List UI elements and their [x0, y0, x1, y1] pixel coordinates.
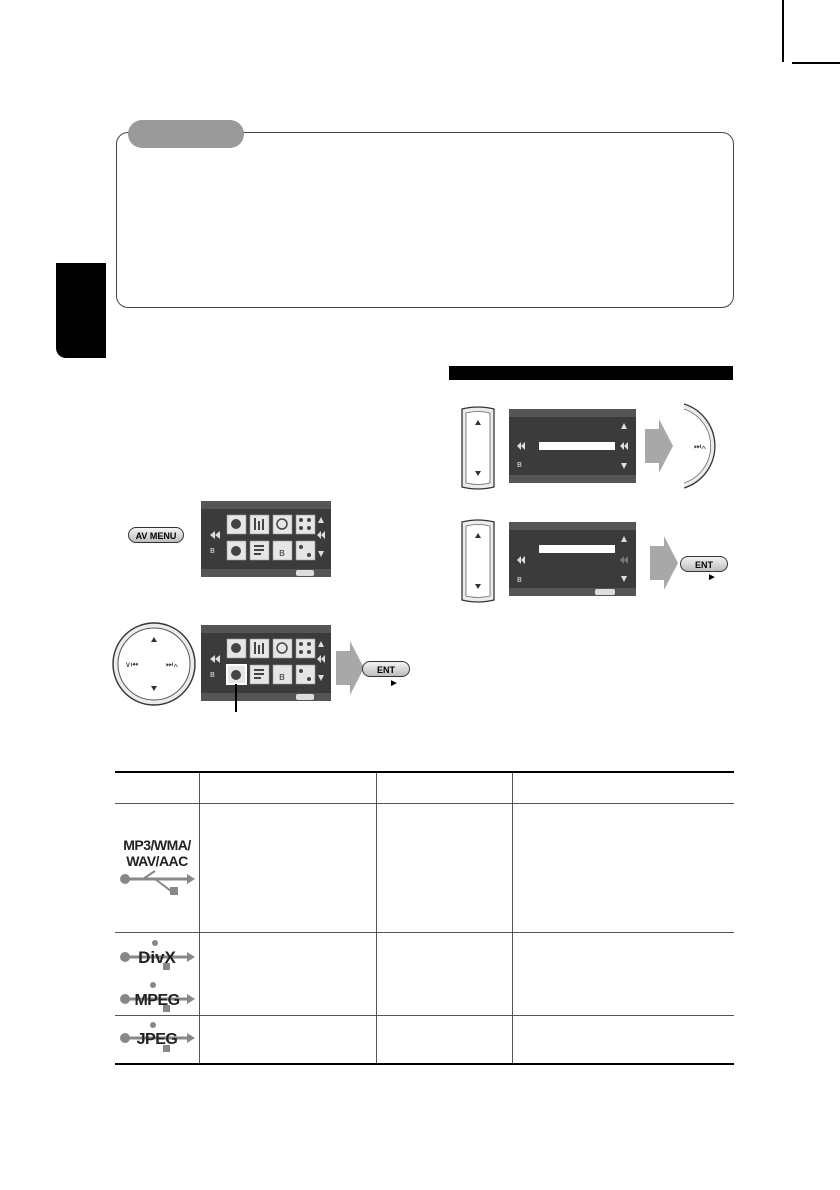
dial-right-label: ⏭∧: [166, 660, 179, 669]
audio-cell-3: [376, 804, 512, 933]
image-cell-4: [512, 1016, 734, 1064]
header-cell-3: [376, 772, 512, 804]
next-dial-label: ⏭∧: [694, 442, 707, 451]
list-screen-2: [509, 522, 636, 596]
side-language-tab: [56, 263, 106, 358]
table-row-audio: [115, 804, 734, 933]
video-cell-2: [200, 933, 377, 1016]
audio-icon-cell: [115, 804, 200, 933]
scroll-knob-2[interactable]: [458, 518, 498, 604]
mp3-label-line2: WAV/AAC: [126, 852, 188, 869]
table-row-image: [115, 1016, 734, 1064]
table-row-video: [115, 933, 734, 1016]
table-header-row: [115, 772, 734, 804]
arrow-right-2: [645, 419, 673, 473]
svg-text:ʙ: ʙ: [279, 547, 285, 559]
mpeg-label: MPEG: [134, 992, 180, 1009]
image-icon-cell: [115, 1016, 200, 1064]
menu-screen-1: [201, 501, 331, 577]
svg-text:ʙ: ʙ: [210, 669, 215, 679]
audio-cell-4: [512, 804, 734, 933]
crop-mark-top-horizontal: [792, 62, 840, 64]
ent-play-label-2: ►: [707, 572, 717, 583]
divx-usb-icon: [115, 937, 199, 971]
next-dial[interactable]: [684, 402, 734, 490]
av-menu-button[interactable]: AV MENU: [128, 527, 184, 543]
video-cell-4: [512, 933, 734, 1016]
svg-text:ʙ: ʙ: [210, 545, 215, 555]
ent-button-2[interactable]: ENT: [680, 556, 728, 572]
video-cell-3: [376, 933, 512, 1016]
image-cell-2: [200, 1016, 377, 1064]
control-dial-left[interactable]: [111, 621, 197, 707]
jpeg-usb-icon: [115, 1020, 199, 1054]
mp3-label-line1: MP3/WMA/: [123, 836, 191, 853]
svg-text:ʙ: ʙ: [517, 574, 522, 584]
crop-mark-top-vertical: [782, 0, 784, 62]
ent-play-label-1: ►: [389, 678, 399, 689]
svg-text:ʙ: ʙ: [517, 459, 522, 469]
svg-text:ʙ: ʙ: [279, 671, 285, 683]
jpeg-label: JPEG: [136, 1030, 178, 1048]
video-icon-cell: [115, 933, 200, 1016]
note-tab: [128, 120, 244, 148]
pointer-line: [235, 684, 237, 712]
mp3-wma-wav-aac-usb-icon: [115, 833, 199, 899]
list-screen-1: [509, 409, 636, 483]
arrow-right-1: [336, 641, 364, 695]
image-cell-3: [376, 1016, 512, 1064]
dial-left-label: ∨⏮: [125, 660, 139, 669]
arrow-right-3: [650, 536, 678, 590]
section-heading-bar: [449, 366, 733, 380]
header-cell-4: [512, 772, 734, 804]
audio-cell-2: [200, 804, 377, 933]
menu-screen-2: [201, 625, 331, 701]
divx-label: DivX: [138, 948, 176, 967]
media-table: [115, 771, 734, 1065]
note-box: [116, 132, 734, 308]
mpeg-usb-icon: [115, 979, 199, 1013]
scroll-knob-1[interactable]: [458, 405, 498, 491]
header-cell-1: [115, 772, 200, 804]
header-cell-2: [200, 772, 377, 804]
ent-button-1[interactable]: ENT: [362, 661, 410, 677]
